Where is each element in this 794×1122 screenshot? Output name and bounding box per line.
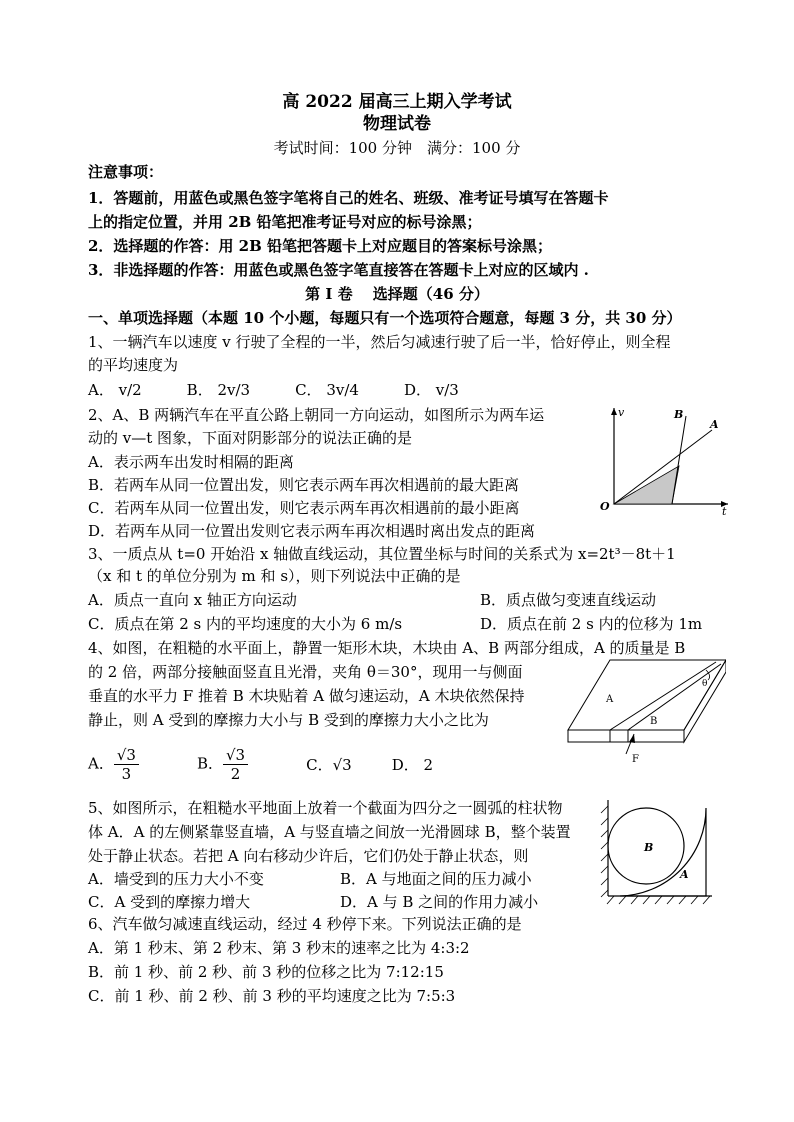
q2-option-a: A．表示两车出发时相隔的距离	[88, 453, 294, 471]
q4-stem-a: 4、如图，在粗糙的水平面上，静置一矩形木块，木块由 A、B 两部分组成，A 的质量是 B	[88, 639, 686, 657]
q3-stem-b: （x 和 t 的单位分别为 m 和 s），则下列说法中正确的是	[88, 567, 461, 585]
q4-angle-theta: θ	[702, 679, 708, 689]
q2-stem-b: 动的 v—t 图象，下面对阴影部分的说法正确的是	[88, 429, 413, 447]
q6-option-c: C．前 1 秒、前 2 秒、前 3 秒的平均速度之比为 7:5:3	[88, 987, 456, 1005]
q2-origin: O	[600, 500, 610, 513]
frac-root3-over-3: $\frac{√3}{3}$	[114, 746, 139, 783]
q5-stem-b: 体 A．A 的左侧紧靠竖直墙，A 与竖直墙之间放一光滑圆球 B，整个装置	[88, 823, 571, 841]
q4-block-b-label: B	[650, 716, 658, 727]
q3-stem-a: 3、一质点从 t=0 开始沿 x 轴做直线运动，其位置坐标与时间的关系式为 x=2t³－8t＋1	[88, 545, 676, 563]
q3-option-d: D．质点在前 2 s 内的位移为 1m	[480, 615, 703, 633]
q5-ball-b-label: B	[644, 841, 654, 854]
q4-stem-d: 静止，则 A 受到的摩擦力大小与 B 受到的摩擦力大小之比为	[88, 711, 489, 729]
section-heading: 一、单项选择题（本题 10 个小题，每题只有一个选项符合题意，每题 3 分，共 30 分）	[88, 309, 682, 327]
q2-stem-a: 2、A、B 两辆汽车在平直公路上朝同一方向运动，如图所示为两车运	[88, 406, 545, 424]
note-3: 3．非选择题的作答：用蓝色或黑色签字笔直接答在答题卡上对应的区域内 .	[88, 261, 589, 279]
q5-option-d: D．A 与 B 之间的作用力减小	[340, 893, 539, 911]
note-1b: 上的指定位置，并用 2B 铅笔把准考证号对应的标号涂黑；	[88, 213, 482, 231]
q5-option-c: C．A 受到的摩擦力增大	[88, 893, 251, 911]
q4-option-c: C．√3	[306, 755, 352, 774]
q4-option-b: B． $\frac{√3}{2}$	[197, 746, 248, 783]
q2-vt-graph	[588, 400, 738, 518]
q6-option-a: A．第 1 秒末、第 2 秒末、第 3 秒末的速率之比为 4:3:2	[88, 939, 470, 957]
q2-option-c: C．若两车从同一位置出发，则它表示两车再次相遇前的最小距离	[88, 499, 520, 517]
note-2: 2．选择题的作答：用 2B 铅笔把答题卡上对应题目的答案标号涂黑；	[88, 237, 552, 255]
q6-option-b: B．前 1 秒、前 2 秒、前 3 秒的位移之比为 7:12:15	[88, 963, 444, 981]
q2-line-b: B	[674, 408, 684, 421]
q4-options	[88, 742, 433, 786]
q1-stem-a: 1、一辆汽车以速度 v 行驶了全程的一半，然后匀减速行驶了后一半，恰好停止，则全程	[88, 333, 671, 351]
exam-title: 高 2022 届高三上期入学考试	[282, 92, 512, 112]
q5-wall-figure	[598, 796, 716, 908]
q1-options: A． v/2 B． 2v/3 C． 3v/4 D． v/3	[88, 381, 459, 399]
q5-body-a-label: A	[680, 868, 689, 881]
q5-stem-c: 处于静止状态。若把 A 向右移动少许后，它们仍处于静止状态，则	[88, 847, 529, 865]
q4-stem-b: 的 2 倍，两部分接触面竖直且光滑，夹角 θ＝30°，现用一与侧面	[88, 663, 523, 681]
part1-title: 第 I 卷 选择题（46 分）	[305, 285, 489, 303]
q3-option-c: C．质点在第 2 s 内的平均速度的大小为 6 m/s	[88, 615, 403, 633]
q2-option-d: D．若两车从同一位置出发则它表示两车再次相遇时离出发点的距离	[88, 522, 536, 540]
exam-meta: 考试时间：100 分钟 满分：100 分	[273, 139, 521, 157]
notes-heading: 注意事项：	[88, 163, 164, 181]
q2-axis-t: t	[722, 505, 727, 518]
q4-stem-c: 垂直的水平力 F 推着 B 木块贴着 A 做匀速运动，A 木块依然保持	[88, 687, 525, 705]
exam-subject: 物理试卷	[363, 114, 431, 134]
q4-option-a: A． $\frac{√3}{3}$	[88, 746, 139, 783]
q4-option-d: D． 2	[391, 755, 434, 774]
note-1a: 1．答题前，用蓝色或黑色签字笔将自己的姓名、班级、准考证号填写在答题卡	[88, 189, 609, 207]
q2-option-b: B．若两车从同一位置出发，则它表示两车再次相遇前的最大距离	[88, 476, 520, 494]
q4-force-f: F	[632, 754, 639, 765]
q1-stem-b: 的平均速度为	[88, 356, 179, 374]
q5-option-b: B．A 与地面之间的压力减小	[340, 870, 532, 888]
q3-option-a: A．质点一直向 x 轴正方向运动	[88, 591, 297, 609]
q2-axis-v: v	[618, 406, 625, 419]
q4-block-a-label: A	[606, 694, 614, 705]
q6-stem: 6、汽车做匀减速直线运动，经过 4 秒停下来。下列说法正确的是	[88, 915, 522, 933]
q4-block-figure	[566, 650, 726, 768]
q3-option-b: B．质点做匀变速直线运动	[480, 591, 657, 609]
frac-root3-over-2: $\frac{√3}{2}$	[223, 746, 248, 783]
q5-option-a: A．墙受到的压力大小不变	[88, 870, 264, 888]
q2-line-a: A	[710, 418, 719, 431]
q5-stem-a: 5、如图所示，在粗糙水平地面上放着一个截面为四分之一圆弧的柱状物	[88, 799, 563, 817]
